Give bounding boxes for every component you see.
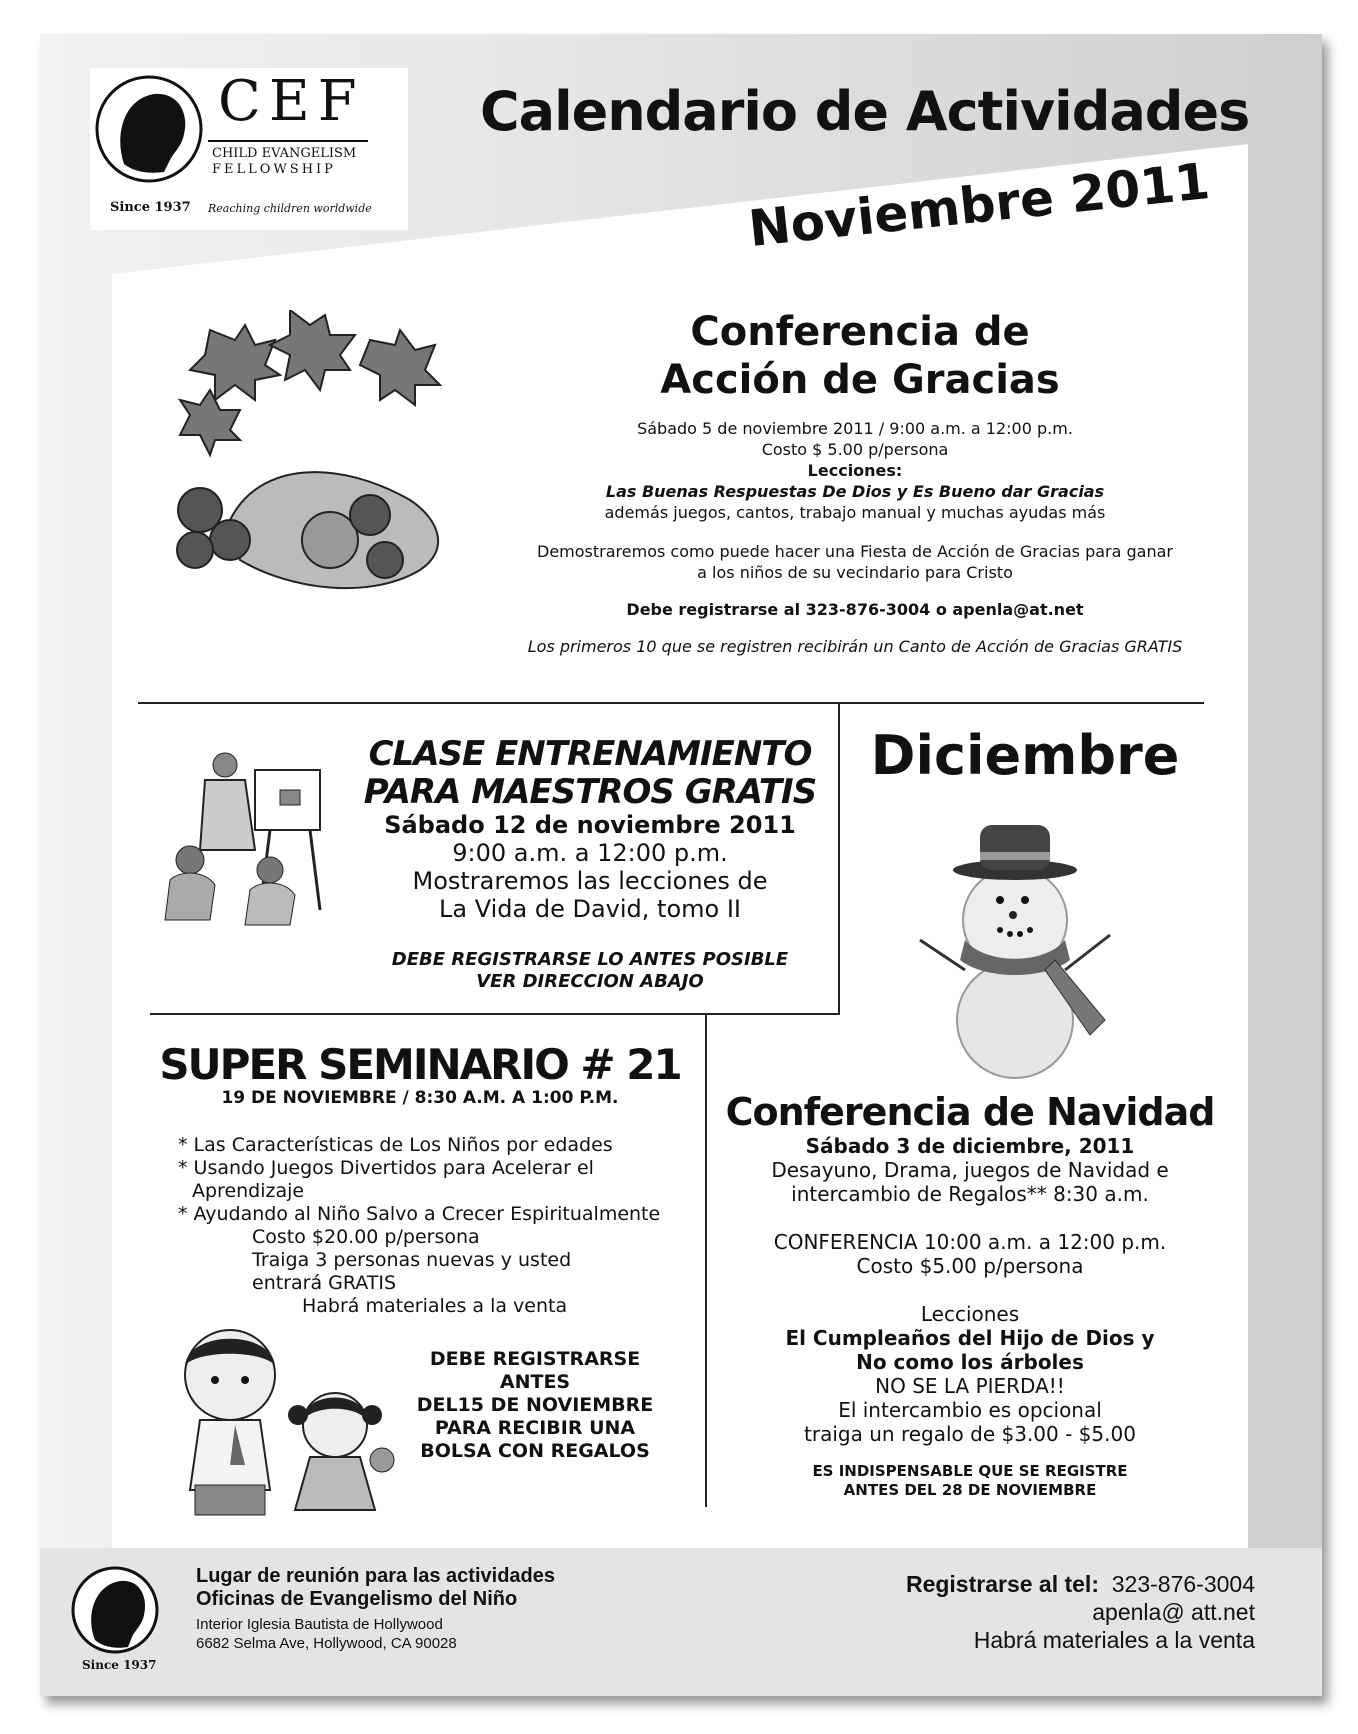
christmas-note2: ANTES DEL 28 DE NOVIEMBRE [843, 1481, 1097, 1499]
snowman-image [905, 820, 1145, 1080]
footer-materials: Habrá materiales a la venta [973, 1627, 1255, 1653]
thanksgiving-cost: Costo $ 5.00 p/persona [761, 440, 949, 459]
thanksgiving-details [460, 418, 1250, 657]
logo-line2: FELLOWSHIP [212, 162, 336, 177]
logo-name: CEF [218, 69, 365, 134]
seminar-cost: Costo $20.00 p/persona [252, 1226, 480, 1248]
christmas-exchange2: traiga un regalo de $3.00 - $5.00 [804, 1422, 1136, 1446]
seminar-header [150, 1042, 690, 1108]
divider-vertical-upper [838, 702, 840, 1014]
seminar-bring1: Traiga 3 personas nuevas y usted [252, 1249, 572, 1271]
christmas-section [715, 1090, 1225, 1500]
footer-place-name: Oficinas de Evangelismo del Niño [196, 1588, 518, 1610]
seminar-reg3: PARA RECIBIR UNA [434, 1417, 636, 1439]
seminar-date: 19 DE NOVIEMBRE / 8:30 A.M. A 1:00 P.M. [221, 1088, 619, 1108]
seminar-reg1: DEBE REGISTRARSE ANTES [429, 1348, 641, 1393]
christmas-miss: NO SE LA PIERDA!! [875, 1374, 1065, 1398]
christmas-line2: intercambio de Regalos** 8:30 a.m. [791, 1182, 1149, 1206]
seminar-register-note [395, 1348, 675, 1463]
training-note1: DEBE REGISTRARSE LO ANTES POSIBLE [391, 949, 789, 970]
christmas-title: Conferencia de Navidad [725, 1090, 1215, 1134]
thanksgiving-desc2: a los niños de su vecindario para Cristo [697, 563, 1013, 582]
seminar-bring2: entrará GRATIS [252, 1272, 397, 1294]
christmas-cost: Costo $5.00 p/persona [856, 1254, 1084, 1278]
thanksgiving-lessons: Las Buenas Respuestas De Dios y Es Bueno dar Gracias [605, 482, 1105, 501]
thanksgiving-title2: Acción de Gracias [660, 357, 1060, 403]
training-section [360, 735, 820, 993]
thanksgiving-bonus: Los primeros 10 que se registren recibirán un Canto de Acción de Gracias GRATIS [527, 637, 1183, 656]
child-silhouette-icon [94, 74, 204, 184]
seminar-item3: * Ayudando al Niño Salvo a Crecer Espiritualmente [178, 1203, 661, 1225]
footer-email: apenla@ att.net [1092, 1599, 1255, 1625]
thanksgiving-section [580, 308, 1140, 404]
footer-place-label: Lugar de reunión para las actividades [196, 1565, 556, 1587]
seminar-reg4: BOLSA CON REGALOS [420, 1440, 650, 1462]
christmas-lesson1: El Cumpleaños del Hijo de Dios y [785, 1326, 1155, 1350]
logo-divider [208, 140, 368, 142]
footer-phone: 323-876-3004 [1111, 1571, 1255, 1597]
training-title2: PARA MAESTROS GRATIS [363, 772, 817, 812]
teacher-children-image [160, 750, 360, 940]
thanksgiving-extras: además juegos, cantos, trabajo manual y muchas ayudas más [604, 503, 1106, 522]
page-title: Calendario de Actividades [480, 80, 1250, 143]
logo-since: Since 1937 [110, 200, 191, 215]
christmas-exchange1: El intercambio es opcional [838, 1398, 1102, 1422]
training-desc1: Mostraremos las lecciones de [412, 867, 768, 895]
training-date: Sábado 12 de noviembre 2011 [384, 811, 796, 839]
christmas-conf: CONFERENCIA 10:00 a.m. a 12:00 p.m. [773, 1230, 1167, 1254]
thanksgiving-lessons-label: Lecciones: [807, 461, 903, 480]
thanksgiving-desc1: Demostraremos como puede hacer una Fiesta de Acción de Gracias para ganar [537, 542, 1173, 561]
december-title: Diciembre [870, 724, 1180, 787]
christmas-lessons-label: Lecciones [920, 1302, 1020, 1326]
footer-addr2: 6682 Selma Ave, Hollywood, CA 90028 [196, 1635, 457, 1652]
thanksgiving-date: Sábado 5 de noviembre 2011 / 9:00 a.m. a 12:00 p.m. [637, 419, 1073, 438]
footer-since: Since 1937 [82, 1658, 157, 1672]
footer-addr1: Interior Iglesia Bautista de Hollywood [196, 1616, 443, 1633]
month-title: Noviembre 2011 [745, 151, 1213, 258]
footer-contact [700, 1570, 1255, 1654]
thanksgiving-title1: Conferencia de [690, 309, 1030, 355]
seminar-items [178, 1134, 698, 1318]
christmas-line1: Desayuno, Drama, juegos de Navidad e [771, 1158, 1169, 1182]
christmas-lesson2: No como los árboles [856, 1350, 1084, 1374]
cef-logo [90, 68, 408, 230]
footer-reg-label: Registrarse al tel: [905, 1571, 1099, 1597]
divider-top [138, 702, 1204, 704]
training-note2: VER DIRECCION ABAJO [476, 971, 704, 992]
logo-line1: CHILD EVANGELISM [212, 146, 357, 161]
training-title1: CLASE ENTRENAMIENTO [368, 734, 812, 774]
children-image [160, 1325, 400, 1525]
thanksgiving-register: Debe registrarse al 323-876-3004 o apenla@at.net [626, 600, 1084, 619]
training-desc2: La Vida de David, tomo II [439, 895, 741, 923]
footer-child-silhouette-icon [70, 1565, 160, 1655]
seminar-title: SUPER SEMINARIO # 21 [159, 1040, 681, 1089]
christmas-note1: ES INDISPENSABLE QUE SE REGISTRE [812, 1462, 1128, 1480]
cornucopia-image [170, 310, 470, 630]
logo-tagline: Reaching children worldwide [208, 202, 372, 215]
christmas-date: Sábado 3 de diciembre, 2011 [805, 1134, 1135, 1158]
seminar-reg2: DEL15 DE NOVIEMBRE [416, 1394, 654, 1416]
seminar-item2a: * Usando Juegos Divertidos para Acelerar el [178, 1157, 594, 1179]
divider-vertical-lower [705, 1013, 707, 1507]
seminar-materials: Habrá materiales a la venta [302, 1295, 568, 1317]
seminar-item1: * Las Características de Los Niños por edades [178, 1134, 613, 1156]
footer-place [196, 1565, 555, 1653]
divider-middle [150, 1013, 840, 1015]
training-time: 9:00 a.m. a 12:00 p.m. [452, 839, 728, 867]
seminar-item2b: Aprendizaje [192, 1180, 305, 1202]
